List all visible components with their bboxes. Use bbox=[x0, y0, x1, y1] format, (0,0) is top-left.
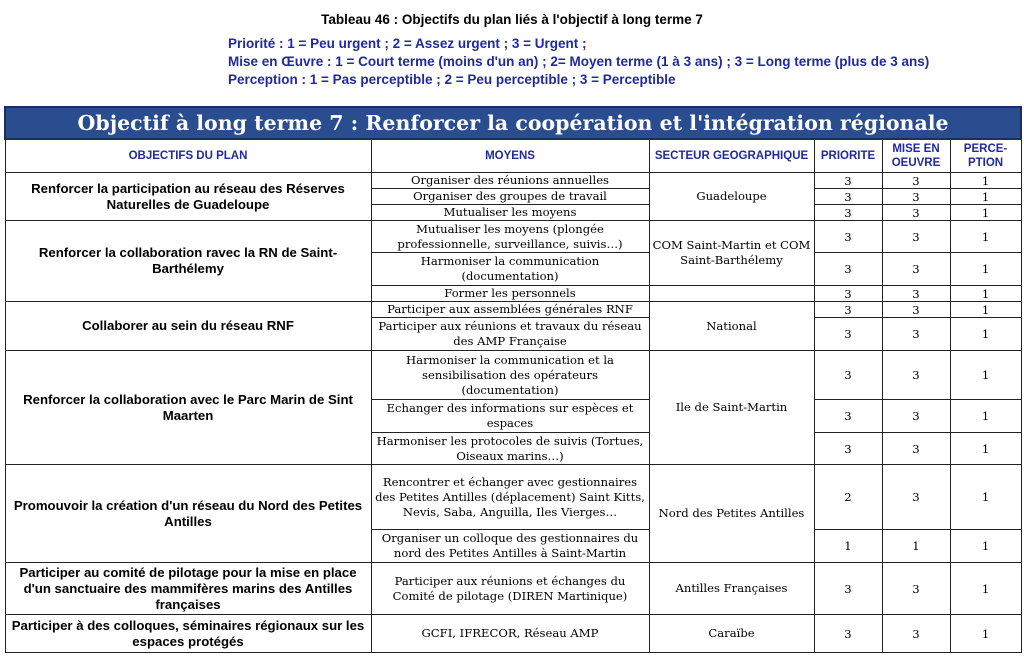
mise-en-oeuvre-cell: 3 bbox=[882, 465, 950, 530]
table-row bbox=[5, 351, 1021, 400]
objectif-cell: Participer à des colloques, séminaires régionaux sur les espaces protégés bbox=[5, 615, 371, 653]
moyen-cell: Organiser des réunions annuelles bbox=[371, 173, 649, 189]
secteur-cell: Ile de Saint-Martin bbox=[649, 351, 814, 465]
priorite-cell: 3 bbox=[814, 400, 882, 433]
perception-cell: 1 bbox=[950, 530, 1021, 563]
moyen-cell: Harmoniser la communication (documentation) bbox=[371, 253, 649, 286]
header-perception: PERCE-PTION bbox=[950, 139, 1021, 173]
perception-cell: 1 bbox=[950, 433, 1021, 465]
perception-cell: 1 bbox=[950, 351, 1021, 400]
priorite-cell: 3 bbox=[814, 615, 882, 653]
perception-cell: 1 bbox=[950, 563, 1021, 615]
priorite-cell: 2 bbox=[814, 465, 882, 530]
perception-cell: 1 bbox=[950, 302, 1021, 318]
objectif-cell: Collaborer au sein du réseau RNF bbox=[5, 302, 371, 351]
priorite-cell: 3 bbox=[814, 189, 882, 205]
legend-mise-en-oeuvre: Mise en Œuvre : 1 = Court terme (moins d'un an) ; 2= Moyen terme (1 à 3 ans) ; 3 = Long terme (plus de 3 ans) bbox=[228, 54, 930, 69]
objectif-cell: Renforcer la collaboration ravec la RN de Saint-Barthélemy bbox=[5, 221, 371, 302]
objectif-cell: Participer au comité de pilotage pour la mise en place d'un sanctuaire des mammifères marins des Antilles françaises bbox=[5, 563, 371, 615]
moyen-cell: Harmoniser les protocoles de suivis (Tortues, Oiseaux marins…) bbox=[371, 433, 649, 465]
mise-en-oeuvre-cell: 3 bbox=[882, 318, 950, 351]
perception-cell: 1 bbox=[950, 189, 1021, 205]
mise-en-oeuvre-cell: 3 bbox=[882, 286, 950, 302]
secteur-cell: Caraïbe bbox=[649, 615, 814, 653]
mise-en-oeuvre-cell: 3 bbox=[882, 205, 950, 221]
priorite-cell: 3 bbox=[814, 253, 882, 286]
perception-cell: 1 bbox=[950, 615, 1021, 653]
secteur-cell-empty bbox=[649, 286, 814, 302]
moyen-cell: Rencontrer et échanger avec gestionnaires des Petites Antilles (déplacement) Saint Kitts, Nevis, Saba, Anguilla, Iles Vierges… bbox=[371, 465, 649, 530]
perception-cell: 1 bbox=[950, 465, 1021, 530]
legend bbox=[228, 35, 929, 89]
secteur-cell: Antilles Françaises bbox=[649, 563, 814, 615]
priorite-cell: 3 bbox=[814, 433, 882, 465]
table-row bbox=[5, 173, 1021, 189]
mise-en-oeuvre-cell: 3 bbox=[882, 563, 950, 615]
table-row bbox=[5, 221, 1021, 253]
perception-cell: 1 bbox=[950, 286, 1021, 302]
secteur-cell: Nord des Petites Antilles bbox=[649, 465, 814, 563]
mise-en-oeuvre-cell: 3 bbox=[882, 351, 950, 400]
moyen-cell: Organiser des groupes de travail bbox=[371, 189, 649, 205]
perception-cell: 1 bbox=[950, 318, 1021, 351]
priorite-cell: 3 bbox=[814, 205, 882, 221]
mise-en-oeuvre-cell: 3 bbox=[882, 615, 950, 653]
moyen-cell: Participer aux réunions et échanges du Comité de pilotage (DIREN Martinique) bbox=[371, 563, 649, 615]
header-objectifs: OBJECTIFS DU PLAN bbox=[5, 139, 371, 173]
perception-cell: 1 bbox=[950, 221, 1021, 253]
table-caption: Tableau 46 : Objectifs du plan liés à l'objectif à long terme 7 bbox=[321, 12, 703, 27]
priorite-cell: 1 bbox=[814, 530, 882, 563]
mise-en-oeuvre-cell: 3 bbox=[882, 433, 950, 465]
table-row bbox=[5, 465, 1021, 530]
objectif-cell: Promouvoir la création d'un réseau du Nord des Petites Antilles bbox=[5, 465, 371, 563]
priorite-cell: 3 bbox=[814, 221, 882, 253]
mise-en-oeuvre-cell: 3 bbox=[882, 302, 950, 318]
priorite-cell: 3 bbox=[814, 318, 882, 351]
moyen-cell: Harmoniser la communication et la sensibilisation des opérateurs (documentation) bbox=[371, 351, 649, 400]
legend-perception: Perception : 1 = Pas perceptible ; 2 = Peu perceptible ; 3 = Perceptible bbox=[228, 72, 676, 87]
table-row bbox=[5, 615, 1021, 653]
moyen-cell: Mutualiser les moyens (plongée professionnelle, surveillance, suivis…) bbox=[371, 221, 649, 253]
priorite-cell: 3 bbox=[814, 563, 882, 615]
perception-cell: 1 bbox=[950, 173, 1021, 189]
header-moyens: MOYENS bbox=[371, 139, 649, 173]
moyen-cell: Participer aux réunions et travaux du réseau des AMP Française bbox=[371, 318, 649, 351]
priorite-cell: 3 bbox=[814, 351, 882, 400]
perception-cell: 1 bbox=[950, 205, 1021, 221]
priorite-cell: 3 bbox=[814, 302, 882, 318]
mise-en-oeuvre-cell: 3 bbox=[882, 173, 950, 189]
banner-title: Objectif à long terme 7 : Renforcer la coopération et l'intégration régionale bbox=[5, 107, 1021, 139]
moyen-cell: Former les personnels bbox=[371, 286, 649, 302]
mise-en-oeuvre-cell: 1 bbox=[882, 530, 950, 563]
mise-en-oeuvre-cell: 3 bbox=[882, 221, 950, 253]
secteur-cell: National bbox=[649, 302, 814, 351]
secteur-cell: COM Saint-Martin et COM Saint-Barthélemy bbox=[649, 221, 814, 286]
moyen-cell: Participer aux assemblées générales RNF bbox=[371, 302, 649, 318]
moyen-cell: GCFI, IFRECOR, Réseau AMP bbox=[371, 615, 649, 653]
objectif-cell: Renforcer la collaboration avec le Parc Marin de Sint Maarten bbox=[5, 351, 371, 465]
perception-cell: 1 bbox=[950, 253, 1021, 286]
moyen-cell: Mutualiser les moyens bbox=[371, 205, 649, 221]
table-row bbox=[5, 302, 1021, 318]
moyen-cell: Echanger des informations sur espèces et espaces bbox=[371, 400, 649, 433]
priorite-cell: 3 bbox=[814, 286, 882, 302]
mise-en-oeuvre-cell: 3 bbox=[882, 189, 950, 205]
mise-en-oeuvre-cell: 3 bbox=[882, 400, 950, 433]
legend-priorite: Priorité : 1 = Peu urgent ; 2 = Assez urgent ; 3 = Urgent ; bbox=[228, 36, 587, 51]
objectives-table bbox=[4, 106, 1022, 653]
header-mise-en-oeuvre: MISE EN OEUVRE bbox=[882, 139, 950, 173]
objectif-cell: Renforcer la participation au réseau des Réserves Naturelles de Guadeloupe bbox=[5, 173, 371, 221]
table-body bbox=[5, 173, 1021, 653]
header-secteur: SECTEUR GEOGRAPHIQUE bbox=[649, 139, 814, 173]
mise-en-oeuvre-cell: 3 bbox=[882, 253, 950, 286]
header-priorite: PRIORITE bbox=[814, 139, 882, 173]
table-row bbox=[5, 563, 1021, 615]
moyen-cell: Organiser un colloque des gestionnaires du nord des Petites Antilles à Saint-Martin bbox=[371, 530, 649, 563]
perception-cell: 1 bbox=[950, 400, 1021, 433]
priorite-cell: 3 bbox=[814, 173, 882, 189]
secteur-cell: Guadeloupe bbox=[649, 173, 814, 221]
